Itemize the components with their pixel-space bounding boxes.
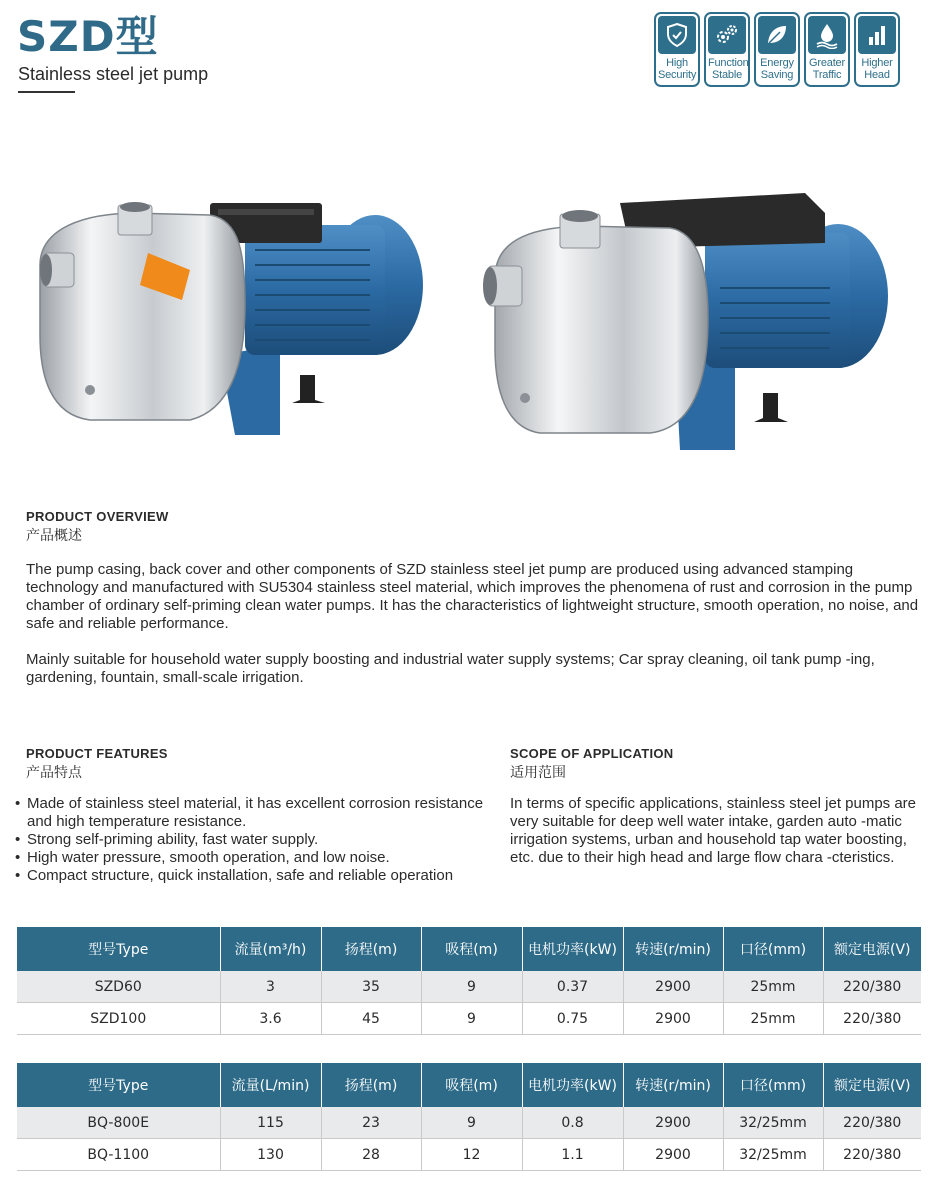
water-drop-icon: [813, 21, 841, 49]
badge-function-stable: [704, 12, 750, 87]
badge-line2: Saving: [760, 69, 794, 81]
bar-chart-icon: [863, 21, 891, 49]
table-cell: 35: [321, 971, 421, 1003]
table-cell: 32/25mm: [723, 1139, 823, 1171]
badge-line1: High: [666, 57, 688, 69]
column-header: 额定电源(V): [823, 927, 921, 971]
column-header: 额定电源(V): [823, 1063, 921, 1107]
badge-energy-saving: [754, 12, 800, 87]
overview-paragraph-1: The pump casing, back cover and other components of SZD stainless steel jet pump are produced using advanced stamping technology and manufactured with SU5304 stainless steel material, which improves the phenomena of rust and corrosion in the pump chamber of ordinary self-priming clean water pumps. It has the characteristics of lightweight structure, smooth operation, no noise, and safe and reliable performance.: [26, 561, 919, 632]
page-subtitle: Stainless steel jet pump: [18, 64, 209, 84]
table-header-row: [17, 927, 921, 971]
table-cell: 9: [421, 971, 522, 1003]
table-cell: 2900: [623, 1107, 723, 1139]
list-item: • Strong self-priming ability, fast water supply.: [15, 831, 495, 849]
column-header: 电机功率(kW): [522, 927, 623, 971]
table-cell: 9: [421, 1003, 522, 1035]
table-header-row: [17, 1063, 921, 1107]
table-cell: BQ-800E: [17, 1107, 220, 1139]
table-cell: 3: [220, 971, 321, 1003]
table-cell: 0.75: [522, 1003, 623, 1035]
badge-line2: Stable: [712, 69, 742, 81]
table-cell: 28: [321, 1139, 421, 1171]
table-cell: 0.37: [522, 971, 623, 1003]
column-header: 流量(L/min): [220, 1063, 321, 1107]
column-header: 扬程(m): [321, 927, 421, 971]
column-header: 型号Type: [17, 927, 220, 971]
pump-image-right: [480, 188, 895, 453]
gears-icon: [713, 21, 741, 49]
shield-icon: [663, 21, 691, 49]
table-cell: 0.8: [522, 1107, 623, 1139]
table-cell: 25mm: [723, 971, 823, 1003]
table-cell: 1.1: [522, 1139, 623, 1171]
features-heading: PRODUCT FEATURES: [26, 746, 168, 761]
table-cell: 220/380: [823, 1139, 921, 1171]
badge-high-security: [654, 12, 700, 87]
column-header: 口径(mm): [723, 1063, 823, 1107]
features-heading-cn: 产品特点: [26, 765, 82, 781]
spec-table-bq: [17, 1063, 921, 1171]
table-cell: 23: [321, 1107, 421, 1139]
table-cell: 130: [220, 1139, 321, 1171]
column-header: 型号Type: [17, 1063, 220, 1107]
table-cell: 2900: [623, 1139, 723, 1171]
overview-heading-cn: 产品概述: [26, 528, 82, 544]
table-row: [17, 971, 921, 1003]
overview-heading: PRODUCT OVERVIEW: [26, 509, 169, 524]
table-cell: 2900: [623, 1003, 723, 1035]
table-cell: 115: [220, 1107, 321, 1139]
table-cell: 2900: [623, 971, 723, 1003]
table-cell: SZD100: [17, 1003, 220, 1035]
badge-line2: Head: [864, 69, 890, 81]
badge-line1: Energy: [760, 57, 794, 69]
column-header: 吸程(m): [421, 927, 522, 971]
column-header: 扬程(m): [321, 1063, 421, 1107]
column-header: 转速(r/min): [623, 1063, 723, 1107]
table-cell: 45: [321, 1003, 421, 1035]
badge-line1: Function: [708, 57, 749, 69]
table-cell: 25mm: [723, 1003, 823, 1035]
page-title: SZD型: [17, 12, 159, 61]
badge-greater-traffic: [804, 12, 850, 87]
leaf-icon: [763, 21, 791, 49]
table-cell: BQ-1100: [17, 1139, 220, 1171]
column-header: 电机功率(kW): [522, 1063, 623, 1107]
column-header: 转速(r/min): [623, 927, 723, 971]
table-row: [17, 1003, 921, 1035]
column-header: 口径(mm): [723, 927, 823, 971]
list-item: • High water pressure, smooth operation, and low noise.: [15, 849, 495, 867]
scope-heading: SCOPE OF APPLICATION: [510, 746, 674, 761]
table-row: [17, 1107, 921, 1139]
scope-heading-cn: 适用范围: [510, 765, 566, 781]
table-cell: 3.6: [220, 1003, 321, 1035]
badge-line1: Greater: [809, 57, 845, 69]
badge-line2: Security: [658, 69, 697, 81]
list-item: • Made of stainless steel material, it has excellent corrosion resistance and high temperature resistance.: [15, 795, 495, 831]
overview-paragraph-2: Mainly suitable for household water supply boosting and industrial water supply systems; Car spray cleaning, oil tank pump -ing, gardening, fountain, small-scale irrigation.: [26, 651, 875, 686]
table-cell: SZD60: [17, 971, 220, 1003]
table-cell: 220/380: [823, 1107, 921, 1139]
table-cell: 220/380: [823, 1003, 921, 1035]
list-item: • Compact structure, quick installation, safe and reliable operation: [15, 867, 495, 885]
column-header: 吸程(m): [421, 1063, 522, 1107]
features-list: [15, 795, 495, 885]
table-cell: 9: [421, 1107, 522, 1139]
title-underline: [18, 91, 75, 93]
table-cell: 12: [421, 1139, 522, 1171]
table-row: [17, 1139, 921, 1171]
feature-badges: [654, 12, 900, 87]
scope-paragraph: In terms of specific applications, stainless steel jet pumps are very suitable for deep well water intake, garden auto -matic irrigation systems, urban and household tap water boosting, etc. due to their high head and large flow chara -cteristics.: [510, 795, 917, 866]
badge-line1: Higher: [861, 57, 893, 69]
table-cell: 32/25mm: [723, 1107, 823, 1139]
pump-image-left: [30, 195, 430, 440]
column-header: 流量(m³/h): [220, 927, 321, 971]
spec-table-szd: [17, 927, 921, 1035]
badge-line2: Traffic: [812, 69, 842, 81]
badge-higher-head: [854, 12, 900, 87]
table-cell: 220/380: [823, 971, 921, 1003]
